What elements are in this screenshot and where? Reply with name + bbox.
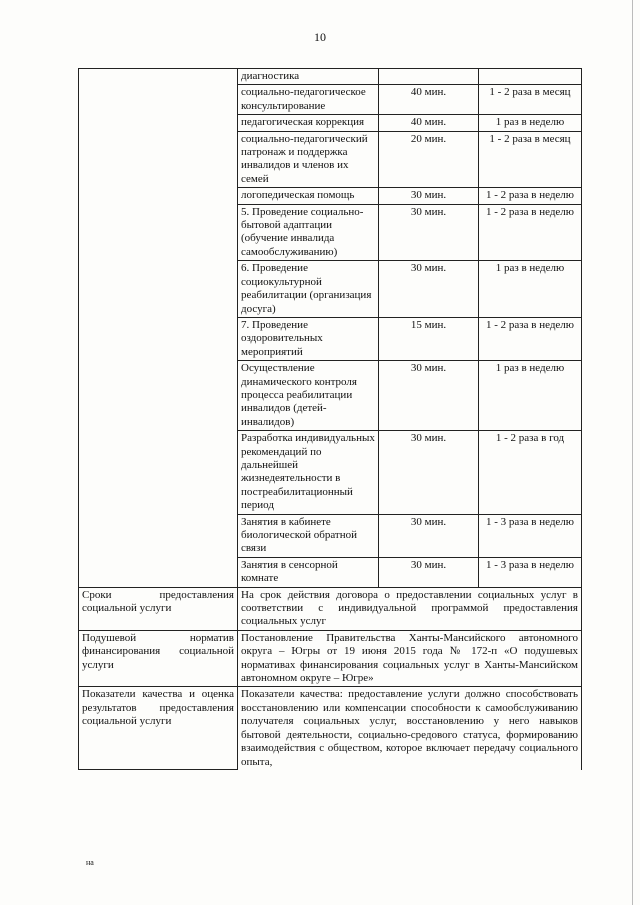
service-time: 40 мин. [379, 115, 479, 131]
scan-edge-line [632, 0, 633, 905]
norm-value [238, 630, 582, 687]
terms-value [238, 587, 582, 630]
service-name: Занятия в кабинете биологической обратной связи [238, 514, 379, 557]
service-name: диагностика [238, 69, 379, 85]
norm-value-text: Постановление Правительства Ханты-Мансийского автономного округа – Югры от 19 июня 2015 года № 172-п «О подушевых нормативах финансирования социальных услуг в Ханты-Мансийском автономном округе – Югре» [241, 631, 578, 685]
norm-label-text: Подушевой норматив финансирования социальной услуги [82, 631, 234, 671]
terms-label-text: Сроки предоставления социальной услуги [82, 588, 234, 615]
service-time: 40 мин. [379, 85, 479, 115]
service-time [379, 69, 479, 85]
terms-label [79, 587, 238, 630]
service-frequency: 1 - 2 раза в неделю [479, 317, 582, 360]
service-time: 30 мин. [379, 431, 479, 514]
quality-label-text: Показатели качества и оценка результатов предоставления социальной услуги [82, 688, 234, 728]
service-time: 30 мин. [379, 557, 479, 587]
service-time: 30 мин. [379, 188, 479, 204]
quality-row [79, 687, 582, 770]
page-number: 10 [314, 30, 326, 44]
service-name: 5. Проведение социально-бытовой адаптации (обучение инвалида самообслуживанию) [238, 204, 379, 261]
service-frequency: 1 раз в неделю [479, 261, 582, 318]
terms-row [79, 587, 582, 630]
service-frequency: 1 - 3 раза в неделю [479, 514, 582, 557]
service-name: педагогическая коррекция [238, 115, 379, 131]
service-name: 7. Проведение оздоровительных мероприятий [238, 317, 379, 360]
service-frequency: 1 - 2 раза в месяц [479, 85, 582, 115]
quality-value [238, 687, 582, 770]
footer-mark: на [86, 858, 94, 867]
service-frequency [479, 69, 582, 85]
service-time: 30 мин. [379, 204, 479, 261]
quality-label [79, 687, 238, 770]
service-name: логопедическая помощь [238, 188, 379, 204]
service-frequency: 1 - 2 раза в неделю [479, 188, 582, 204]
service-time: 20 мин. [379, 131, 479, 188]
service-time: 30 мин. [379, 361, 479, 431]
service-name: Разработка индивидуальных рекомендаций по дальнейшей жизнедеятельности в постреабилитационный период [238, 431, 379, 514]
service-time: 15 мин. [379, 317, 479, 360]
service-time: 30 мин. [379, 514, 479, 557]
table-row [79, 69, 582, 85]
service-name: социально-педагогическое консультирование [238, 85, 379, 115]
services-table [78, 68, 582, 770]
terms-value-text: На срок действия договора о предоставлении социальных услуг в соответствии с индивидуальной программой предоставления социальных услуг [241, 588, 578, 628]
service-frequency: 1 - 2 раза в неделю [479, 204, 582, 261]
norm-label [79, 630, 238, 687]
service-name: Осуществление динамического контроля процесса реабилитации инвалидов (детей-инвалидов) [238, 361, 379, 431]
service-time: 30 мин. [379, 261, 479, 318]
service-name: социально-педагогический патронаж и поддержка инвалидов и членов их семей [238, 131, 379, 188]
service-frequency: 1 - 3 раза в неделю [479, 557, 582, 587]
service-frequency: 1 - 2 раза в месяц [479, 131, 582, 188]
service-name: Занятия в сенсорной комнате [238, 557, 379, 587]
service-frequency: 1 раз в неделю [479, 115, 582, 131]
service-frequency: 1 раз в неделю [479, 361, 582, 431]
section-name-cell [79, 69, 238, 588]
norm-row [79, 630, 582, 687]
service-frequency: 1 - 2 раза в год [479, 431, 582, 514]
quality-value-text: Показатели качества: предоставление услуги должно способствовать восстановлению или компенсации способности к самообслуживанию получателя социальных услуг, восстановлению у него навыков бытовой деятельности, социально-средового статуса, формированию взаимодействия с обществом, которое включает передачу социального опыта, [241, 688, 578, 768]
service-name: 6. Проведение социокультурной реабилитации (организация досуга) [238, 261, 379, 318]
